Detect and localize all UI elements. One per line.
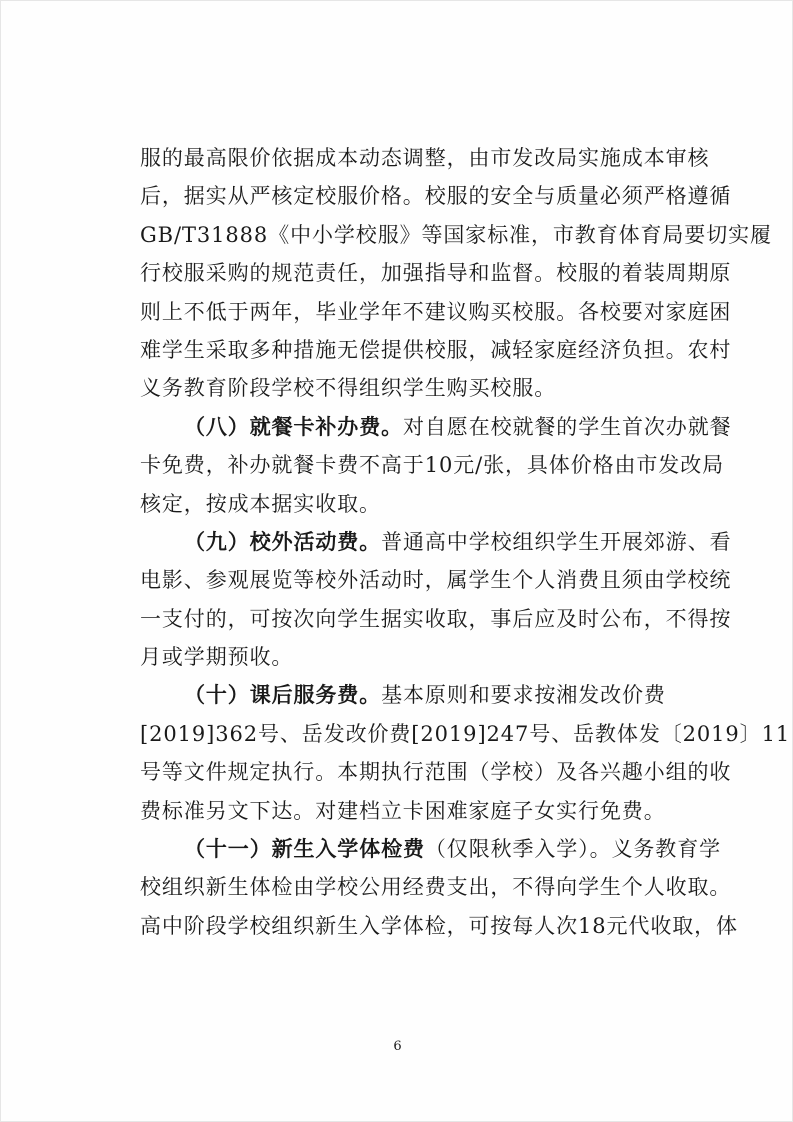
text-line xyxy=(1,907,793,945)
text-line xyxy=(1,331,793,369)
text-line xyxy=(1,638,793,676)
text-line xyxy=(1,369,793,407)
line-text: 难学生采取多种措施无偿提供校服，减轻家庭经济负担。农村 xyxy=(140,337,732,362)
section-heading: （十一）新生入学体检费 xyxy=(184,837,425,862)
text-line xyxy=(1,715,793,753)
text-line xyxy=(1,868,793,906)
text-line xyxy=(1,830,793,868)
text-line xyxy=(1,446,793,484)
line-text: 核定，按成本据实收取。 xyxy=(140,491,381,516)
section-heading: （八）就餐卡补办费。 xyxy=(184,414,403,439)
line-text: 一支付的，可按次向学生据实收取，事后应及时公布，不得按 xyxy=(140,606,732,631)
text-line xyxy=(1,408,793,446)
text-line xyxy=(1,600,793,638)
line-text: 对自愿在校就餐的学生首次办就餐 xyxy=(403,414,732,439)
line-text: 校组织新生体检由学校公用经费支出，不得向学生个人收取。 xyxy=(140,875,732,900)
text-line xyxy=(1,216,793,254)
line-text: （仅限秋季入学）。义务教育学 xyxy=(424,837,722,862)
line-text: 服的最高限价依据成本动态调整，由市发改局实施成本审核 xyxy=(140,146,710,170)
line-text: 卡免费，补办就餐卡费不高于10元/张，具体价格由市发改局 xyxy=(140,453,724,478)
line-text: 电影、参观展览等校外活动时，属学生个人消费且须由学校统 xyxy=(140,568,732,593)
text-line xyxy=(1,293,793,331)
line-text: 行校服采购的规范责任，加强指导和监督。校服的着装周期原 xyxy=(140,261,732,286)
document-body xyxy=(1,139,793,945)
page-number: 6 xyxy=(393,1039,402,1054)
text-line xyxy=(1,523,793,561)
line-text: 义务教育阶段学校不得组织学生购买校服。 xyxy=(140,376,557,401)
line-text: 高中阶段学校组织新生入学体检，可按每人次18元代收取，体 xyxy=(140,913,738,938)
line-text: 基本原则和要求按湘发改价费 xyxy=(381,683,666,708)
line-text: 则上不低于两年，毕业学年不建议购买校服。各校要对家庭困 xyxy=(140,299,732,324)
text-line xyxy=(1,485,793,523)
text-line xyxy=(1,561,793,599)
text-line xyxy=(1,177,793,215)
line-text: 号等文件规定执行。本期执行范围（学校）及各兴趣小组的收 xyxy=(140,760,732,785)
line-text: 后，据实从严核定校服价格。校服的安全与质量必须严格遵循 xyxy=(140,184,732,209)
text-line xyxy=(1,753,793,791)
section-heading: （十）课后服务费。 xyxy=(184,683,382,708)
section-heading: （九）校外活动费。 xyxy=(184,529,382,554)
text-line xyxy=(1,676,793,714)
text-line xyxy=(1,792,793,830)
line-text: 费标准另文下达。对建档立卡困难家庭子女实行免费。 xyxy=(140,798,666,823)
text-line xyxy=(1,139,793,177)
line-text: 普通高中学校组织学生开展郊游、看 xyxy=(381,529,732,554)
text-line xyxy=(1,254,793,292)
line-text: 月或学期预收。 xyxy=(140,645,294,670)
line-text: GB/T31888《中小学校服》等国家标准，市教育体育局要切实履 xyxy=(140,222,772,247)
line-text: [2019]362号、岳发改价费[2019]247号、岳教体发〔2019〕11 xyxy=(140,721,791,746)
